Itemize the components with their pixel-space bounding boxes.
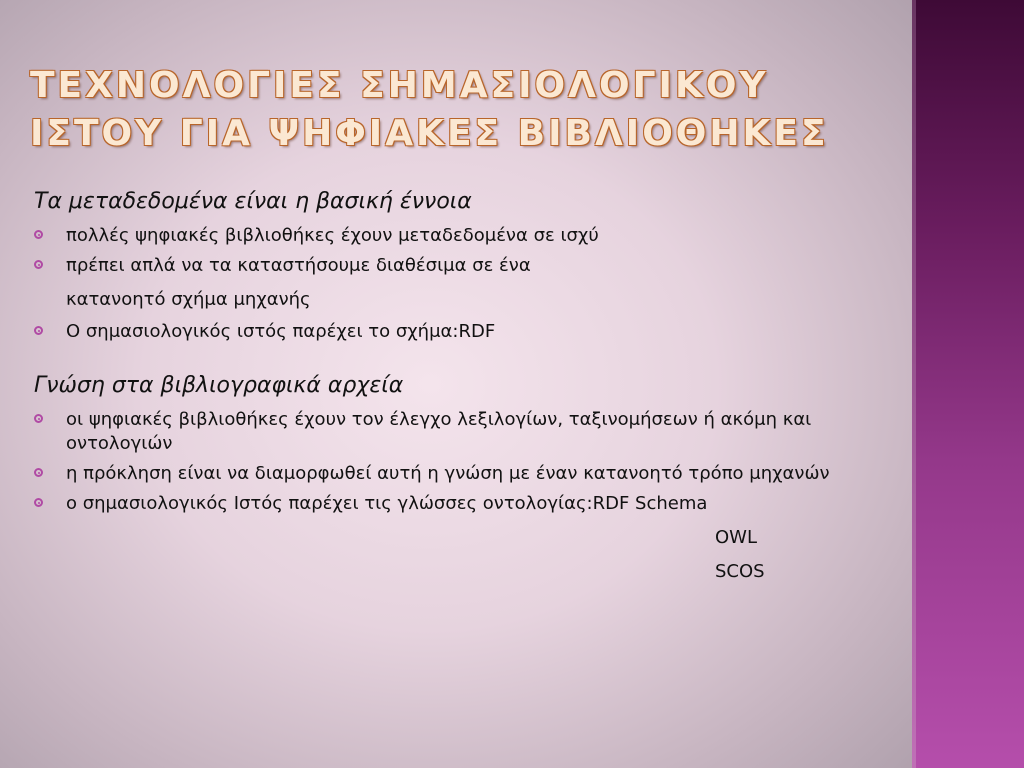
section-2-bullets [34,408,874,516]
bullet-item [34,224,874,248]
section-2-heading: Γνώση στα βιβλιογραφικά αρχεία [34,373,404,398]
bullet-ring-icon [34,230,43,239]
title-line-2: ΙΣΤΟΥ ΓΙΑ ΨΗΦΙΑΚΕΣ ΒΙΒΛΙΟΘΗΚΕΣ [30,113,829,154]
ontology-language-scos: SCOS [715,561,765,582]
bullet-text: πρέπει απλά να τα καταστήσουμε διαθέσιμα σε ένα [66,255,531,276]
bullet-item [34,462,874,486]
ontology-language-owl: OWL [715,527,757,548]
bullet-ring-icon [34,260,43,269]
bullet-text: ο σημασιολογικός Ιστός παρέχει τις γλώσσες οντολογίας:RDF Schema [66,493,708,514]
bullet-ring-icon [34,414,43,423]
bullet-text: πολλές ψηφιακές βιβλιοθήκες έχουν μεταδεδομένα σε ισχύ [66,225,599,246]
slide-title [30,62,890,158]
side-band-edge-decoration [912,0,916,768]
bullet-ring-icon [34,498,43,507]
bullet-ring-icon [34,468,43,477]
bullet-item [34,492,874,516]
bullet-continuation: κατανοητό σχήμα μηχανής [66,289,311,310]
section-1-heading: Τα μεταδεδομένα είναι η βασική έννοια [34,189,472,214]
section-1-bullets-cont [34,320,874,344]
bullet-item [34,254,874,278]
slide-content [34,186,874,594]
bullet-item [34,408,874,456]
side-band-decoration [912,0,1024,768]
bullet-text: Ο σημασιολογικός ιστός παρέχει το σχήμα:RDF [66,321,496,342]
bullet-text: οι ψηφιακές βιβλιοθήκες έχουν τον έλεγχο λεξιλογίων, ταξινομήσεων ή ακόμη και οντολογιών [66,409,812,454]
bullet-ring-icon [34,326,43,335]
bullet-item [34,320,874,344]
bullet-text: η πρόκληση είναι να διαμορφωθεί αυτή η γνώση με έναν κατανοητό τρόπο μηχανών [66,463,830,484]
section-1-bullets [34,224,874,278]
title-line-1: ΤΕΧΝΟΛΟΓΙΕΣ ΣΗΜΑΣΙΟΛΟΓΙΚΟΥ [30,65,769,106]
